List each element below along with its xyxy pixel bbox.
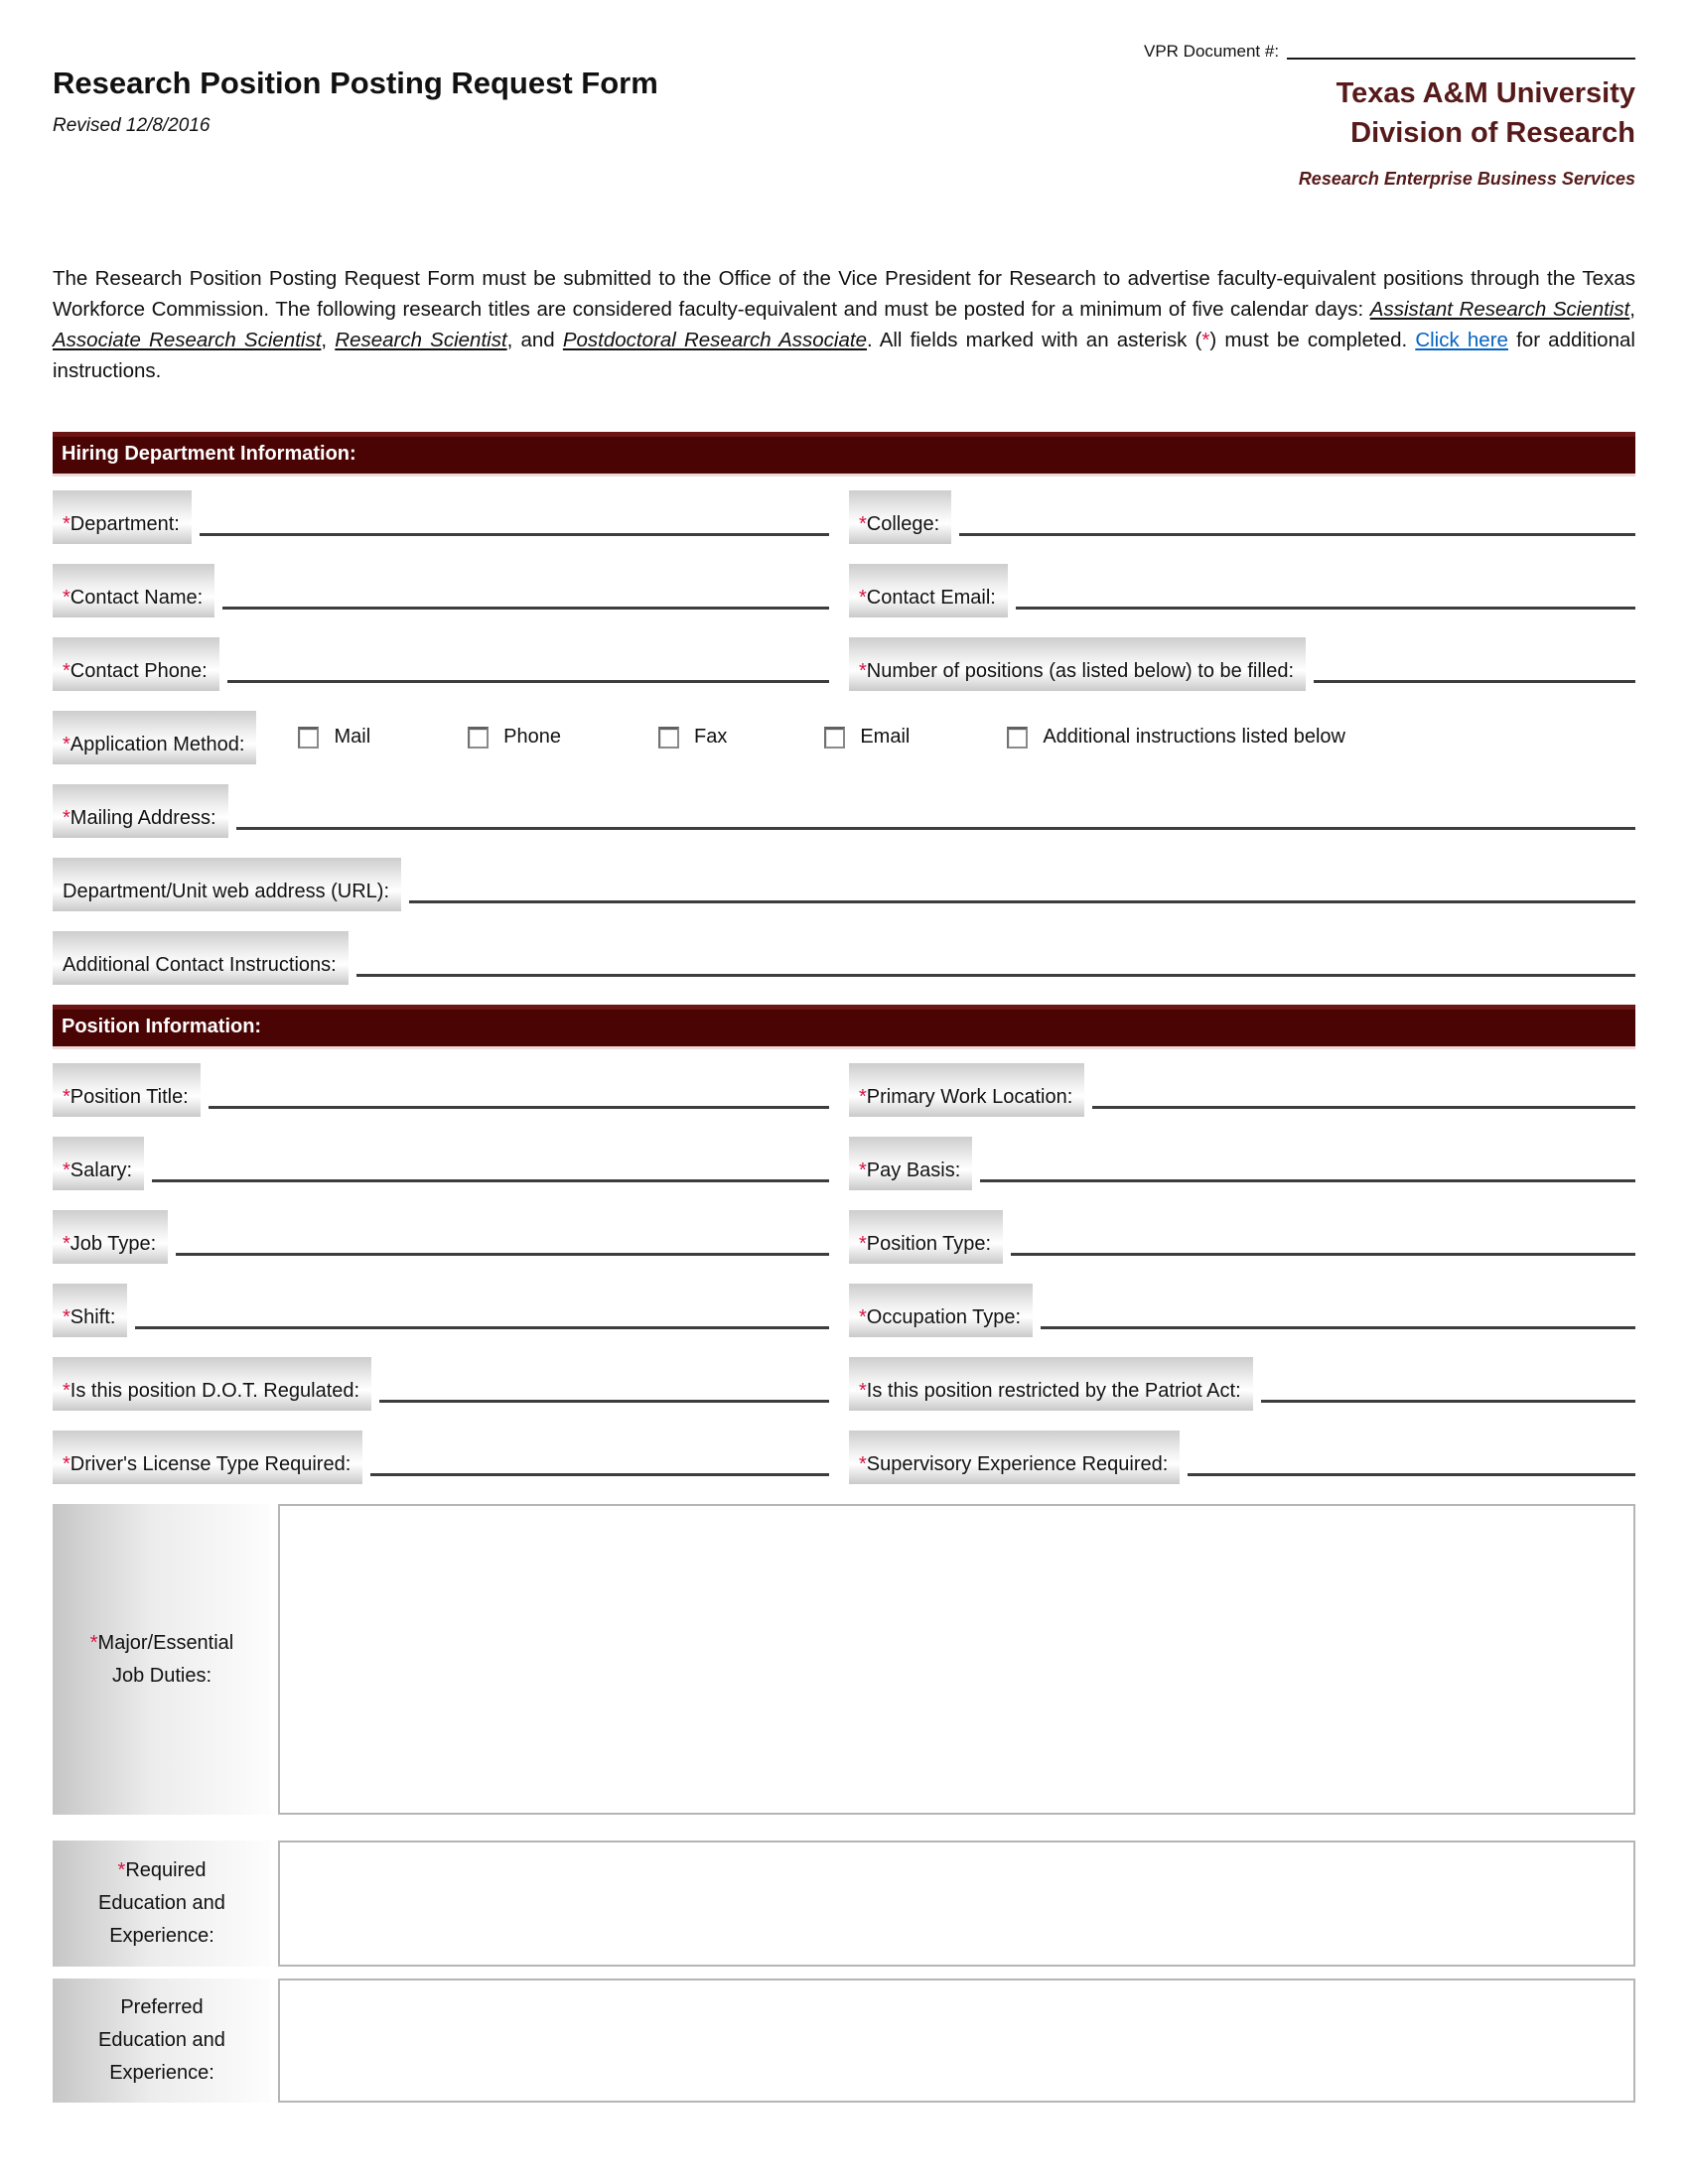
field-label-supervisory-experience: *Supervisory Experience Required:	[849, 1431, 1180, 1484]
job-type-input-line[interactable]	[176, 1236, 829, 1256]
field-label-major-essential-job-duties: *Major/Essential Job Duties:	[53, 1504, 271, 1815]
field-label-number-of-positions: *Number of positions (as listed below) to be filled:	[849, 637, 1306, 691]
checkbox-label-email: Email	[860, 726, 911, 749]
field-label-shift: *Shift:	[53, 1284, 127, 1337]
number-of-positions-input-line[interactable]	[1314, 663, 1635, 683]
checkbox-label-mail: Mail	[334, 726, 371, 749]
required-education-experience-textarea[interactable]	[278, 1841, 1635, 1967]
field-label-position-type: *Position Type:	[849, 1210, 1003, 1264]
field-label-primary-work-location: *Primary Work Location:	[849, 1063, 1084, 1117]
checkbox-email[interactable]	[824, 727, 845, 749]
field-label-patriot-act: *Is this position restricted by the Patriot Act:	[849, 1357, 1253, 1411]
title-assistant-research-scientist: Assistant Research Scientist	[1369, 298, 1630, 322]
hiring-department-section	[53, 490, 1635, 985]
field-label-job-type: *Job Type:	[53, 1210, 168, 1264]
preferred-education-experience-textarea[interactable]	[278, 1979, 1635, 2103]
position-information-section	[53, 1063, 1635, 2103]
checkbox-additional-instructions[interactable]	[1007, 727, 1028, 749]
primary-work-location-input-line[interactable]	[1092, 1089, 1635, 1109]
dot-regulated-input-line[interactable]	[379, 1383, 829, 1403]
page-title: Research Position Posting Request Form	[53, 66, 658, 100]
occupation-type-input-line[interactable]	[1041, 1309, 1635, 1329]
click-here-link[interactable]: Click here	[1415, 329, 1508, 352]
patriot-act-input-line[interactable]	[1261, 1383, 1635, 1403]
field-label-occupation-type: *Occupation Type:	[849, 1284, 1033, 1337]
checkbox-fax[interactable]	[658, 727, 679, 749]
shift-input-line[interactable]	[135, 1309, 829, 1329]
asterisk-note: *	[1201, 329, 1210, 352]
field-label-preferred-education-experience: Preferred Education and Experience:	[53, 1979, 271, 2103]
field-label-salary: *Salary:	[53, 1137, 144, 1190]
major-essential-job-duties-textarea[interactable]	[278, 1504, 1635, 1815]
contact-email-input-line[interactable]	[1016, 590, 1635, 610]
revised-date: Revised 12/8/2016	[53, 115, 211, 136]
position-title-input-line[interactable]	[209, 1089, 829, 1109]
field-label-dot-regulated: *Is this position D.O.T. Regulated:	[53, 1357, 371, 1411]
checkbox-label-phone: Phone	[503, 726, 561, 749]
field-label-web-address: Department/Unit web address (URL):	[53, 858, 401, 911]
field-label-department: *Department:	[53, 490, 192, 544]
field-label-application-method: *Application Method:	[53, 711, 256, 764]
unit-name: Research Enterprise Business Services	[1298, 169, 1635, 190]
supervisory-experience-input-line[interactable]	[1188, 1456, 1635, 1476]
field-label-mailing-address: *Mailing Address:	[53, 784, 228, 838]
field-label-position-title: *Position Title:	[53, 1063, 201, 1117]
header	[53, 38, 1635, 190]
checkbox-label-fax: Fax	[693, 726, 728, 749]
college-input-line[interactable]	[959, 516, 1635, 536]
contact-phone-input-line[interactable]	[227, 663, 829, 683]
title-associate-research-scientist: Associate Research Scientist	[53, 329, 322, 352]
web-address-input-line[interactable]	[409, 884, 1635, 903]
section-header-position-information: Position Information:	[53, 1005, 1635, 1049]
position-type-input-line[interactable]	[1011, 1236, 1635, 1256]
field-label-drivers-license: *Driver's License Type Required:	[53, 1431, 362, 1484]
department-input-line[interactable]	[200, 516, 829, 536]
drivers-license-input-line[interactable]	[370, 1456, 829, 1476]
vpr-document-input-line[interactable]	[1287, 46, 1635, 60]
pay-basis-input-line[interactable]	[980, 1162, 1635, 1182]
field-label-college: *College:	[849, 490, 951, 544]
field-label-contact-phone: *Contact Phone:	[53, 637, 219, 691]
field-label-pay-basis: *Pay Basis:	[849, 1137, 972, 1190]
field-label-contact-name: *Contact Name:	[53, 564, 214, 617]
checkbox-mail[interactable]	[298, 727, 319, 749]
checkbox-phone[interactable]	[468, 727, 489, 749]
field-label-additional-contact-instructions: Additional Contact Instructions:	[53, 931, 349, 985]
division-name: Division of Research	[1350, 117, 1635, 150]
salary-input-line[interactable]	[152, 1162, 829, 1182]
field-label-contact-email: *Contact Email:	[849, 564, 1008, 617]
checkbox-label-additional-instructions: Additional instructions listed below	[1043, 726, 1345, 749]
field-label-required-education-experience: *Required Education and Experience:	[53, 1841, 271, 1967]
intro-paragraph: The Research Position Posting Request Form must be submitted to the Office of the Vice President for Research to advertise faculty-equivalent positions through the Texas Workforce Commission. The following research titles are considered faculty-equivalent and must be posted for a minimum of five calendar days: Assistant Research Scientist, Associate Research Scientist, Research Scientist, and Postdoctoral Research Associate. All fields marked with an asterisk (*) must be completed. Click here for additional instructions.	[53, 267, 1635, 383]
contact-name-input-line[interactable]	[222, 590, 829, 610]
additional-contact-instructions-input-line[interactable]	[356, 957, 1635, 977]
section-header-hiring-department: Hiring Department Information:	[53, 432, 1635, 477]
university-name: Texas A&M University	[1336, 77, 1635, 109]
intro-text: The Research Position Posting Request Form must be submitted to the Office of the Vice President for Research to advertise faculty-equivalent positions through the Texas Workforce Commission. The following research titles are considered faculty-equivalent and must be posted for a minimum of five calendar days:	[53, 267, 1635, 322]
title-postdoctoral-research-associate: Postdoctoral Research Associate	[562, 329, 867, 352]
vpr-document-label: VPR Document #:	[1144, 42, 1280, 61]
title-research-scientist: Research Scientist	[335, 329, 507, 352]
application-method-options	[298, 726, 1635, 749]
mailing-address-input-line[interactable]	[236, 810, 1635, 830]
